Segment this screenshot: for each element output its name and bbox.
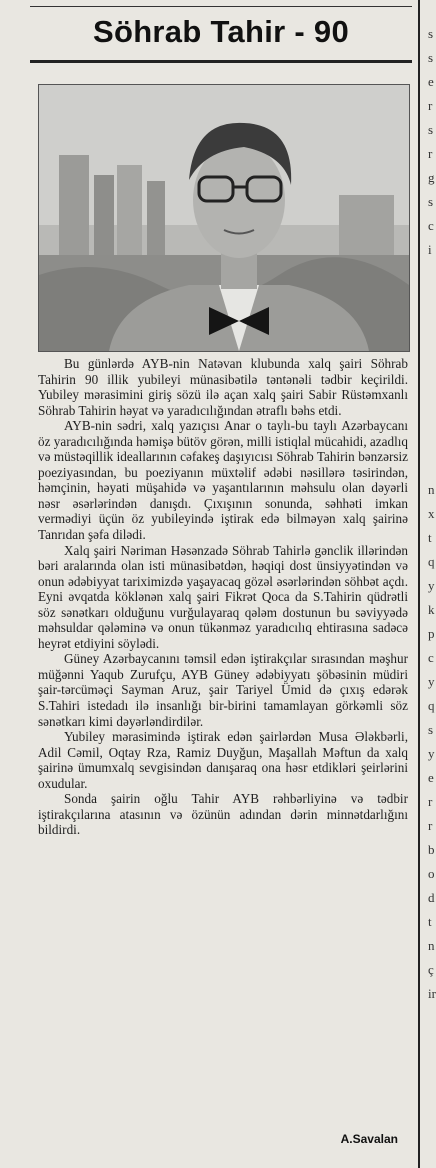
next-column-char: o	[428, 866, 435, 881]
headline-rule	[30, 60, 412, 63]
headline: Söhrab Tahir - 90	[92, 14, 350, 49]
next-column-char	[428, 286, 436, 310]
next-column-char: g	[428, 170, 435, 185]
article-body	[38, 356, 408, 838]
next-column-char: e	[428, 770, 434, 785]
next-column-char: y	[428, 578, 435, 593]
next-column-char: t	[428, 530, 432, 545]
next-column-char: ir	[428, 986, 436, 1001]
next-column-char: p	[428, 626, 435, 641]
next-column-char: s	[428, 122, 434, 137]
next-column-char	[428, 310, 436, 334]
next-column-char: x	[428, 506, 435, 521]
next-column-fragment	[428, 22, 436, 1006]
byline: A.Savalan	[340, 1132, 398, 1146]
next-column-char: y	[428, 746, 435, 761]
column-divider	[418, 0, 420, 1168]
next-column-char: c	[428, 650, 434, 665]
next-column-char: r	[428, 818, 433, 833]
next-column-char: y	[428, 674, 435, 689]
next-column-char: r	[428, 98, 433, 113]
next-column-char: s	[428, 722, 434, 737]
next-column-char: ç	[428, 962, 434, 977]
next-column-char: t	[428, 914, 432, 929]
next-column-char: s	[428, 50, 434, 65]
top-rule	[30, 6, 412, 7]
paragraph: Bu günlərdə AYB-nin Natəvan klubunda xalq şairi Söhrab Tahirin 90 illik yubileyi münasibətilə təntənəli tədbir keçirildi. Yubiley mərasimini giriş sözü ilə açan xalq şairi Sabir Rüstəmxanlı Söhrab Tahirin həyat və yaradıcılığından ətraflı bəhs etdi.	[38, 356, 408, 418]
next-column-char: n	[428, 482, 435, 497]
paragraph: Güney Azərbaycanını təmsil edən iştirakçılar sırasından məşhur müğənni Yaqub Zurufçu, AYB Güney ədəbiyyatı şöbəsinin müdiri şair-tərcüməçi Sayman Aruz, şair Tariyel Ümid də çıxış edərək S.Tahiri istedadı ilə insanlığı bir-birini tamamlayan görkəmli söz sənətkarı kimi dəyərləndirdilər.	[38, 651, 408, 729]
next-column-char: e	[428, 74, 434, 89]
next-column-char: d	[428, 890, 435, 905]
next-column-char: q	[428, 554, 435, 569]
next-column-char: r	[428, 146, 433, 161]
next-column-char: s	[428, 26, 434, 41]
next-column-char	[428, 454, 436, 478]
next-column-char: n	[428, 938, 435, 953]
next-column-char: b	[428, 842, 435, 857]
next-column-char	[428, 334, 436, 358]
next-column-char: q	[428, 698, 435, 713]
paragraph: Sonda şairin oğlu Tahir AYB rəhbərliyinə və tədbir iştirakçılarına atasının və özünün adından dərin minnətdarlığını bildirdi.	[38, 791, 408, 838]
next-column-char	[428, 382, 436, 406]
next-column-char	[428, 262, 436, 286]
next-column-char	[428, 430, 436, 454]
paragraph: Yubiley mərasimində iştirak edən şairlərdən Musa Ələkbərli, Adil Cəmil, Oqtay Rza, Ramiz Duyğun, Maşallah Məftun da xalq şairinə ümumxalq sevgisindən danışaraq ona həsr etdikləri şeirlərini oxudular.	[38, 729, 408, 791]
portrait-photo-icon	[38, 84, 410, 352]
next-column-char: r	[428, 794, 433, 809]
next-column-char	[428, 406, 436, 430]
paragraph: AYB-nin sədri, xalq yazıçısı Anar o taylı-bu taylı Azərbaycanı öz yaradıcılığında həmişə bütöv görən, milli istiqlal mücahidi, azadlıq və müstəqillik ideallarının cəfakeş daşıyıcısı Söhrab Tahirin bənzərsiz poeziyasından, bu poeziyanın müxtəlif ədəbi nəsillərə təsirindən, həmçinin, həyati müşahidə və yaşantılarının məhsulu olan dəyərli nəsr əsərlərindən danışdı. Çıxışının sonunda, səhhəti imkan vermədiyi üçün öz yubileyində iştirak edə bilməyən xalq şairinə Tanrıdan şəfa dilədi.	[38, 418, 408, 543]
next-column-char: k	[428, 602, 435, 617]
paragraph: Xalq şairi Nəriman Həsənzadə Söhrab Tahirlə gənclik illərindən bəri aralarında olan isti münasibətdən, həqiqi dost ünsiyyətindən və onun ədəbiyyat tariximizdə yaşayacaq gözəl əsərlərindən söhbət açdı. Eyni əvqatda köklənən xalq şairi Fikrət Qoca da S.Tahirin qüdrətli söz sənətkarı olduğunu vurğulayaraq qələm dostunun bu səviyyədə məhsuldar qələminə və onun tükənməz yaradıcılıq ehtirasına sadəcə heyrət etdiyini söylədi.	[38, 542, 408, 651]
next-column-char	[428, 358, 436, 382]
next-column-char: c	[428, 218, 434, 233]
next-column-char: i	[428, 242, 432, 257]
next-column-char: s	[428, 194, 434, 209]
